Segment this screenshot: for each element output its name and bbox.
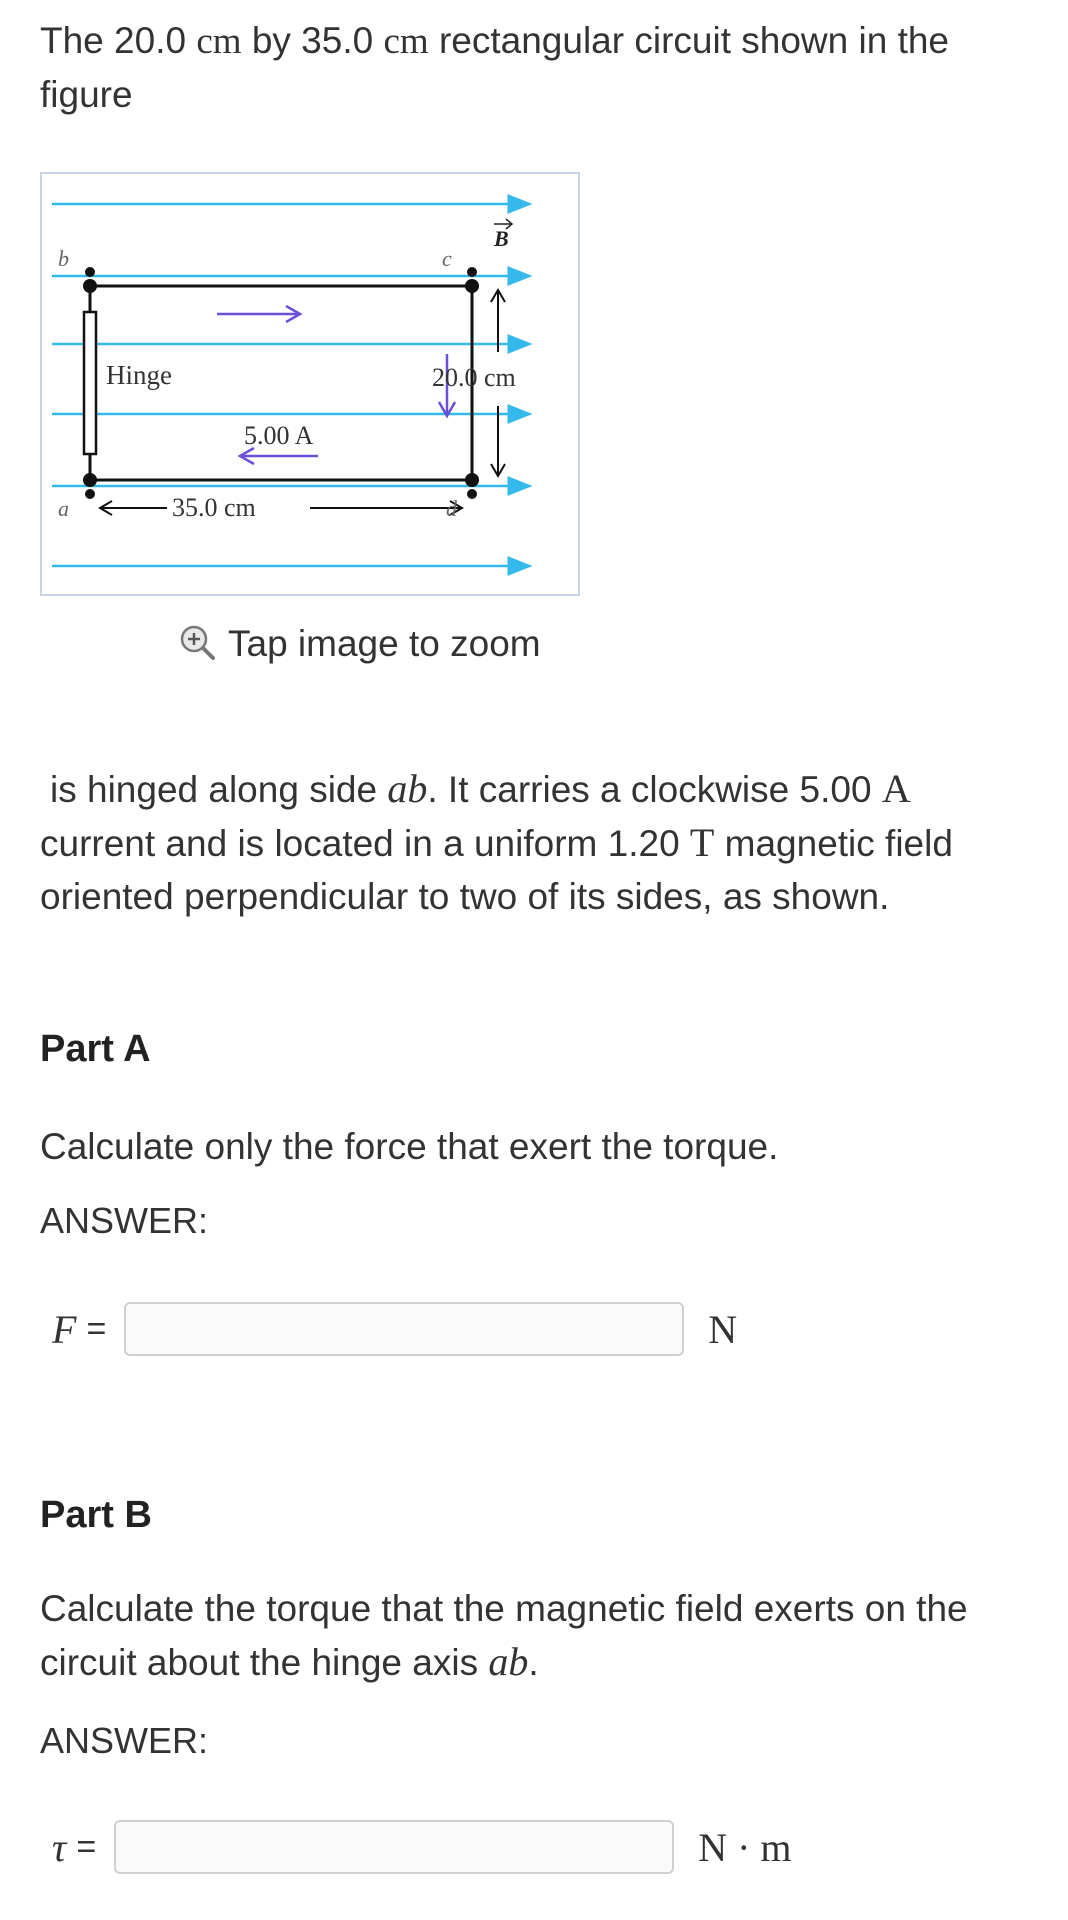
body-text-4: magnetic field oriented perpendicular to two of its sides, as shown. [40, 823, 953, 917]
part-b-answer-row [52, 1818, 792, 1876]
torque-answer-input[interactable] [114, 1820, 674, 1874]
part-a-heading: Part A [40, 1028, 151, 1070]
width-dimension-label: 20.0 cm [432, 363, 516, 392]
part-b-prompt [40, 1582, 1030, 1689]
torque-unit: N · m [698, 1824, 792, 1870]
current-arrow-top [217, 306, 300, 322]
part-a-answer-row [52, 1300, 737, 1358]
force-variable: F [52, 1306, 77, 1352]
part-a-answer-label: ANSWER: [40, 1200, 209, 1241]
body-math-ab: ab [387, 766, 428, 811]
force-answer-input[interactable] [124, 1302, 684, 1356]
tap-to-zoom[interactable] [178, 616, 541, 672]
intro-paragraph [40, 14, 1020, 121]
circuit-diagram [42, 174, 578, 594]
part-a-prompt: Calculate only the force that exert the torque. [40, 1126, 779, 1167]
circuit-figure[interactable] [40, 172, 580, 596]
part-b-heading: Part B [40, 1494, 152, 1536]
intro-text-2: by 35.0 [241, 20, 384, 61]
body-text-1: is hinged along side [50, 769, 388, 810]
problem-description [40, 762, 1030, 923]
force-unit: N [708, 1306, 738, 1352]
body-unit-A: A [881, 766, 911, 811]
part-b-prompt-text-1: Calculate the torque that the magnetic field exerts on the circuit about the hinge axis [40, 1588, 968, 1683]
equals-sign: = [76, 1827, 97, 1866]
intro-unit-1: cm [196, 21, 242, 62]
dimension-length-arrows [100, 501, 462, 515]
zoom-in-icon [178, 623, 216, 666]
body-unit-T: T [689, 820, 715, 865]
corner-label-b: b [58, 246, 69, 271]
torque-variable: τ [52, 1824, 67, 1870]
hinge-label: Hinge [106, 360, 172, 390]
intro-unit-2: cm [383, 21, 429, 62]
length-dimension-label: 35.0 cm [172, 493, 256, 522]
field-label-B: B [494, 226, 509, 251]
corner-label-c: c [442, 246, 452, 271]
part-b-prompt-text-2: . [528, 1642, 539, 1683]
hinge-bar [84, 312, 96, 454]
intro-text-1: The 20.0 [40, 20, 197, 61]
equals-sign: = [86, 1309, 107, 1348]
corner-label-a: a [58, 496, 69, 521]
part-b-math-ab: ab [488, 1639, 529, 1684]
body-text-3: current and is located in a uniform 1.20 [40, 823, 690, 864]
corner-label-d: d [446, 496, 457, 521]
zoom-label: Tap image to zoom [228, 623, 541, 664]
body-text-2: . It carries a clockwise 5.00 [427, 769, 882, 810]
current-arrow-bottom [240, 448, 318, 464]
part-b-answer-label: ANSWER: [40, 1720, 209, 1761]
current-label: 5.00 A [244, 421, 314, 450]
intro-text-3: rectangular circuit shown in the figure [40, 20, 949, 115]
